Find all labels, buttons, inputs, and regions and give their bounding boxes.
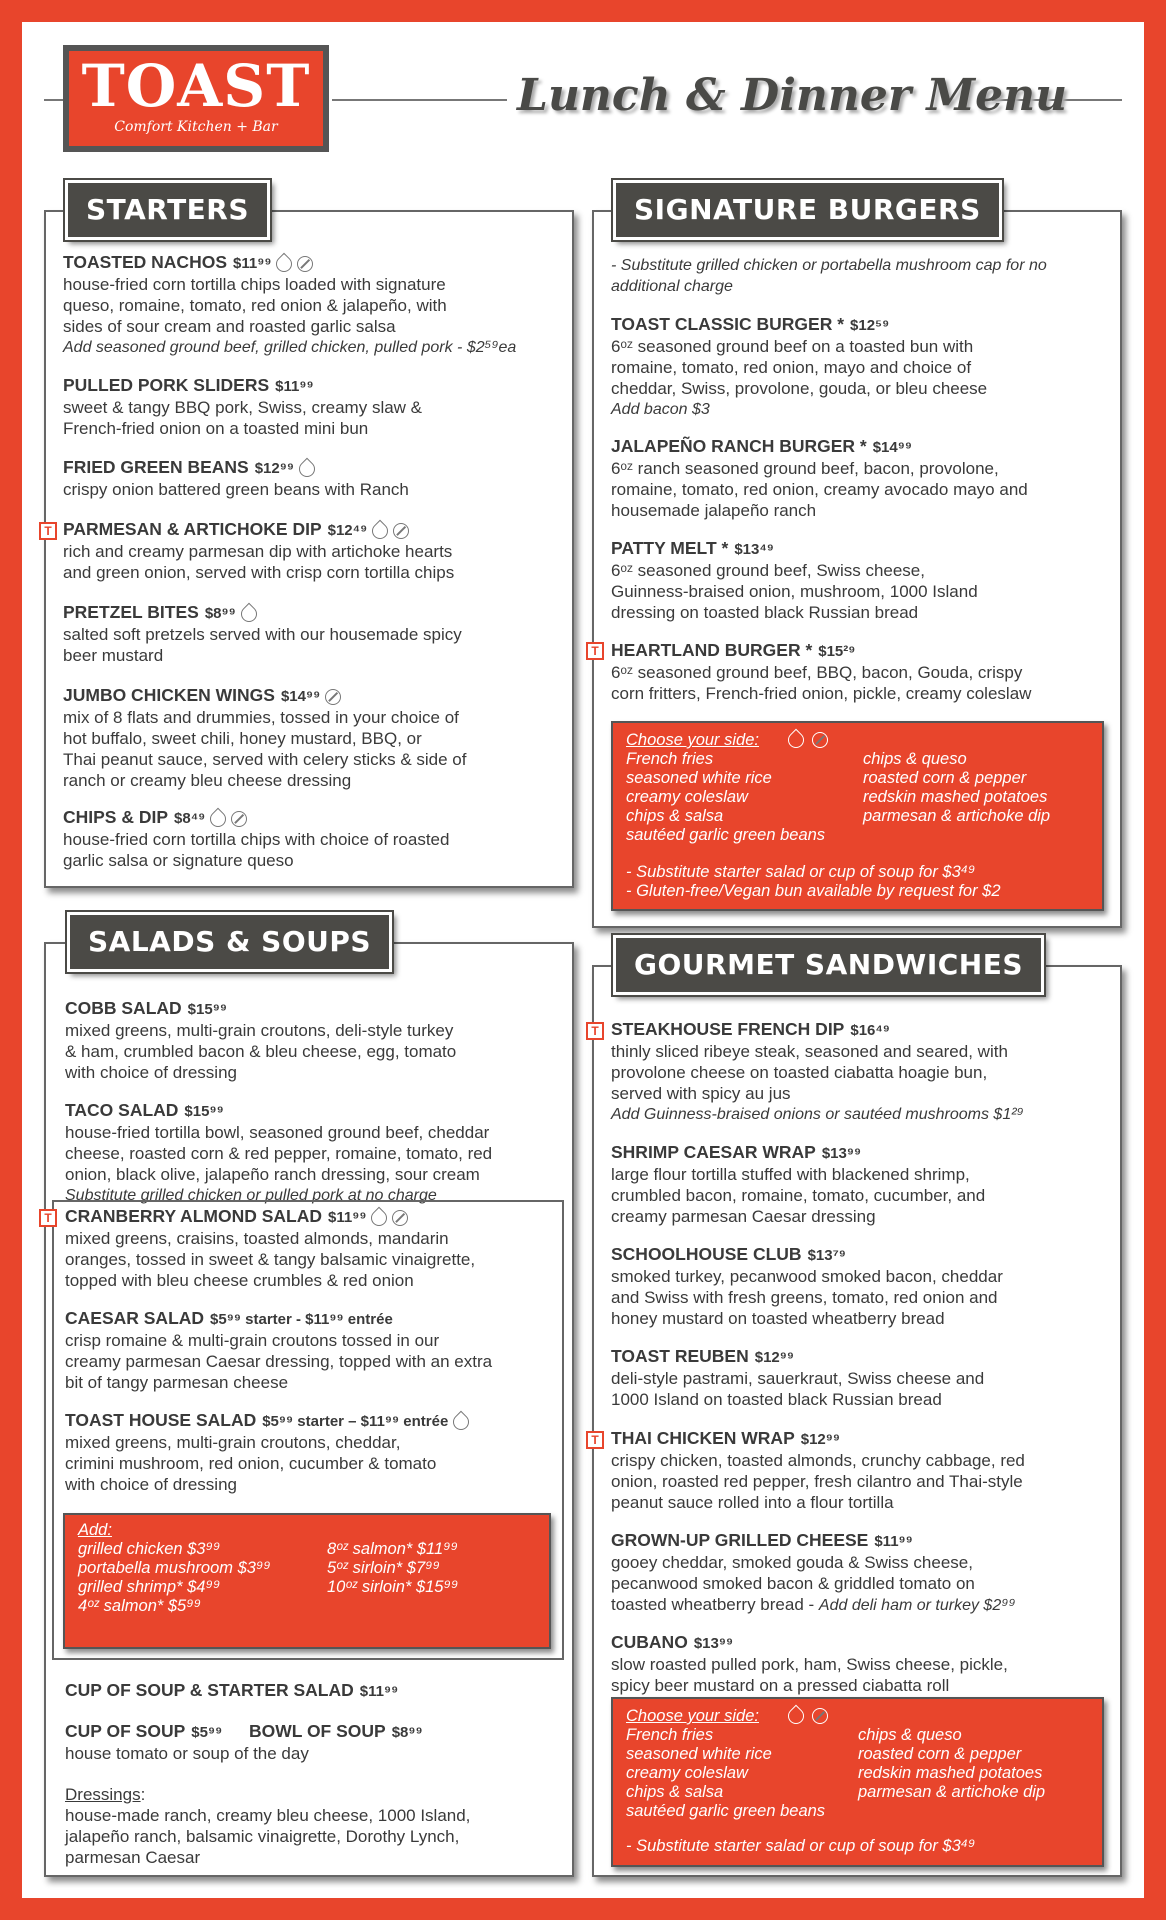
- vegetarian-icon: [785, 1705, 808, 1728]
- menu-item: CHIPS & DIP $8⁴⁹ house-fried corn tortilla chips with choice of roasted garlic salsa or signature queso: [63, 807, 450, 870]
- burgers-title: SIGNATURE BURGERS: [613, 180, 1002, 240]
- add-heading: Add:: [78, 1521, 112, 1539]
- header-rule-left: [44, 99, 64, 101]
- gluten-free-icon: [231, 811, 247, 827]
- toast-favorite-badge: T: [586, 1431, 604, 1449]
- menu-item: THAI CHICKEN WRAP $12⁹⁹ crispy chicken, toasted almonds, crunchy cabbage, red onion, roasted red pepper, fresh cilantro and Thai-style peanut sauce rolled into a flour tortilla: [611, 1428, 1025, 1512]
- menu-item: GROWN-UP GRILLED CHEESE $11⁹⁹ gooey cheddar, smoked gouda & Swiss cheese, pecanwood smoked bacon & griddled tomato on toasted wheatberry bread - Add deli ham or turkey $2⁹⁹: [611, 1530, 1016, 1614]
- add-column-right: 8ᵒᶻ salmon* $11⁹⁹ 5ᵒᶻ sirloin* $7⁹⁹ 10ᵒᶻ sirloin* $15⁹⁹: [327, 1540, 459, 1596]
- menu-item: CUP OF SOUP & STARTER SALAD $11⁹⁹: [65, 1680, 399, 1700]
- menu-item: PATTY MELT * $13⁴⁹ 6ᵒᶻ seasoned ground beef, Swiss cheese, Guinness-braised onion, mushroom, 1000 Island dressing on toasted black Russian bread: [611, 538, 978, 622]
- vegetarian-icon: [207, 807, 230, 830]
- menu-item: CUP OF SOUP $5⁹⁹ BOWL OF SOUP $8⁹⁹ house tomato or soup of the day: [65, 1721, 423, 1763]
- menu-item: JALAPEÑO RANCH BURGER * $14⁹⁹ 6ᵒᶻ ranch seasoned ground beef, bacon, provolone, romaine, tomato, red onion, creamy avocado mayo and housemade jalapeño ranch: [611, 436, 1028, 520]
- logo-wordmark: TOAST: [81, 52, 311, 120]
- menu-item: TACO SALAD $15⁹⁹ house-fried tortilla bowl, seasoned ground beef, cheddar cheese, roasted corn & red pepper, romaine, tomato, red onion, black olive, jalapeño ranch dressing, sour cream Substitute grilled chicken or pulled pork at no charge: [65, 1100, 493, 1204]
- side-column-left: French fries seasoned white rice creamy coleslaw chips & salsa sautéed garlic green beans: [626, 750, 826, 844]
- toast-favorite-badge: T: [39, 1209, 57, 1227]
- vegetarian-icon: [296, 457, 319, 480]
- toast-logo: [63, 45, 329, 152]
- vegetarian-icon: [450, 1410, 473, 1433]
- menu-item: TOAST REUBEN $12⁹⁹ deli-style pastrami, sauerkraut, Swiss cheese and 1000 Island on toasted black Russian bread: [611, 1346, 985, 1409]
- side-column-right: chips & queso roasted corn & pepper redskin mashed potatoes parmesan & artichoke dip: [863, 750, 1051, 825]
- gluten-free-icon: [393, 523, 409, 539]
- menu-item: HEARTLAND BURGER * $15²⁹ 6ᵒᶻ seasoned ground beef, BBQ, bacon, Gouda, crispy corn fritters, French-fried onion, pickle, creamy coleslaw: [611, 640, 1032, 703]
- starters-title: STARTERS: [65, 180, 270, 240]
- menu-page: [22, 22, 1144, 1898]
- side-notes: - Substitute starter salad or cup of soup for $3⁴⁹: [626, 1837, 976, 1855]
- menu-item: SHRIMP CAESAR WRAP $13⁹⁹ large flour tortilla stuffed with blackened shrimp, crumbled bacon, romaine, tomato, cucumber, and creamy parmesan Caesar dressing: [611, 1142, 986, 1226]
- side-heading: Choose your side:: [626, 1707, 759, 1725]
- add-column-left: grilled chicken $3⁹⁹ portabella mushroom $3⁹⁹ grilled shrimp* $4⁹⁹ 4ᵒᶻ salmon* $5⁹⁹: [78, 1540, 271, 1615]
- vegetarian-icon: [237, 602, 260, 625]
- menu-item: CAESAR SALAD $5⁹⁹ starter - $11⁹⁹ entrée crisp romaine & multi-grain croutons tossed in our creamy parmesan Caesar dressing, topped with an extra bit of tangy parmesan cheese: [65, 1308, 493, 1392]
- menu-item: TOAST CLASSIC BURGER * $12⁵⁹ 6ᵒᶻ seasoned ground beef on a toasted bun with romaine, tomato, red onion, mayo and choice of cheddar, Swiss, provolone, gouda, or bleu cheese Add bacon $3: [611, 314, 988, 418]
- side-column-right: chips & queso roasted corn & pepper redskin mashed potatoes parmesan & artichoke dip: [858, 1726, 1046, 1801]
- gluten-free-icon: [392, 1210, 408, 1226]
- gluten-free-icon: [812, 1708, 828, 1724]
- menu-item: PARMESAN & ARTICHOKE DIP $12⁴⁹ rich and creamy parmesan dip with artichoke hearts and green onion, served with crisp corn tortilla chips: [63, 519, 455, 582]
- menu-item: COBB SALAD $15⁹⁹ mixed greens, multi-grain croutons, deli-style turkey & ham, crumbled bacon & bleu cheese, egg, tomato with choice of dressing: [65, 998, 457, 1082]
- menu-item: STEAKHOUSE FRENCH DIP $16⁴⁹ thinly sliced ribeye steak, seasoned and seared, with provolone cheese on toasted ciabatta hoagie bun, served with spicy au jus Add Guinness-braised onions or sautéed mushrooms $1²⁹: [611, 1019, 1024, 1123]
- sandwich-side-options: [611, 1697, 1104, 1867]
- menu-item: CUBANO $13⁹⁹ slow roasted pulled pork, ham, Swiss cheese, pickle, spicy beer mustard on a pressed ciabatta roll: [611, 1632, 1008, 1695]
- vegetarian-icon: [273, 252, 296, 275]
- menu-item: FRIED GREEN BEANS $12⁹⁹ crispy onion battered green beans with Ranch: [63, 457, 409, 499]
- toast-favorite-badge: T: [586, 1022, 604, 1040]
- menu-item: TOAST HOUSE SALAD $5⁹⁹ starter – $11⁹⁹ entrée mixed greens, multi-grain croutons, cheddar, crimini mushroom, red onion, cucumber & tomato with choice of dressing: [65, 1410, 469, 1495]
- menu-item: PRETZEL BITES $8⁹⁹ salted soft pretzels served with our housemade spicy beer mustard: [63, 602, 462, 665]
- side-notes: - Substitute starter salad or cup of soup for $3⁴⁹ - Gluten-free/Vegan bun available by request for $2: [626, 863, 1001, 900]
- menu-item: JUMBO CHICKEN WINGS $14⁹⁹ mix of 8 flats and drummies, tossed in your choice of hot buffalo, sweet chili, honey mustard, BBQ, or Thai peanut sauce, served with celery sticks & side of ranch or creamy bleu cheese dressing: [63, 685, 467, 790]
- gluten-free-icon: [812, 732, 828, 748]
- vegetarian-icon: [368, 1206, 391, 1229]
- menu-item: CRANBERRY ALMOND SALAD $11⁹⁹ mixed greens, craisins, toasted almonds, mandarin oranges, tossed in sweet & tangy balsamic vinaigrette, topped with bleu cheese crumbles & red onion: [65, 1206, 476, 1290]
- salads-title: SALADS & SOUPS: [67, 912, 392, 972]
- vegetarian-icon: [785, 729, 808, 752]
- menu-item: SCHOOLHOUSE CLUB $13⁷⁹ smoked turkey, pecanwood smoked bacon, cheddar and Swiss with fresh greens, tomato, red onion and honey mustard on toasted wheatberry bread: [611, 1244, 1003, 1328]
- vegetarian-icon: [369, 519, 392, 542]
- toast-favorite-badge: T: [586, 642, 604, 660]
- gluten-free-icon: [325, 689, 341, 705]
- menu-title: Lunch & Dinner Menu: [517, 70, 1068, 121]
- logo-tagline: Comfort Kitchen + Bar: [114, 119, 278, 135]
- gluten-free-icon: [297, 256, 313, 272]
- sandwiches-title: GOURMET SANDWICHES: [613, 935, 1044, 995]
- burger-side-options: [611, 721, 1104, 911]
- menu-item: PULLED PORK SLIDERS $11⁹⁹ sweet & tangy BBQ pork, Swiss, creamy slaw & French-fried onion on a toasted mini bun: [63, 375, 423, 438]
- side-heading: Choose your side:: [626, 731, 759, 749]
- toast-favorite-badge: T: [39, 522, 57, 540]
- side-column-left: French fries seasoned white rice creamy coleslaw chips & salsa sautéed garlic green beans: [626, 1726, 826, 1820]
- dressings: Dressings: house-made ranch, creamy bleu cheese, 1000 Island, jalapeño ranch, balsamic vinaigrette, Dorothy Lynch, parmesan Caesar: [65, 1785, 471, 1867]
- header-rule-mid: [332, 99, 507, 101]
- salad-add-ons: [63, 1513, 551, 1649]
- burgers-intro: - Substitute grilled chicken or portabella mushroom cap for no additional charge: [611, 257, 1047, 295]
- menu-item: TOASTED NACHOS $11⁹⁹ house-fried corn tortilla chips loaded with signature queso, romaine, tomato, red onion & jalapeño, with sides of sour cream and roasted garlic salsa Add seasoned ground beef, grilled chicken, pulled pork - $2⁵⁹ea: [63, 252, 517, 356]
